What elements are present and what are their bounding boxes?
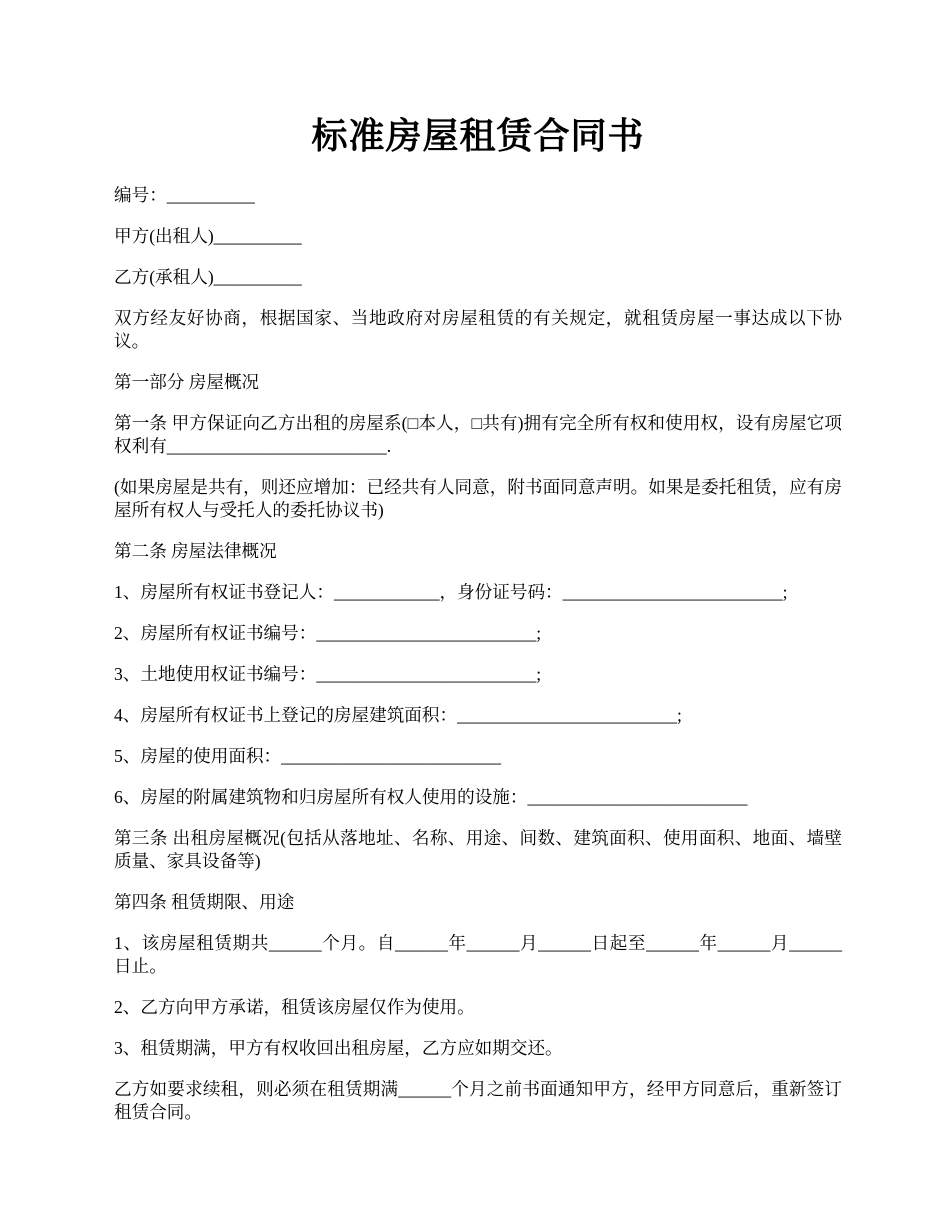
clause-usable-area: 5、房屋的使用面积：_________________________ [114,746,502,766]
clause-ownership-cert-number: 2、房屋所有权证书编号：_________________________; [114,623,542,643]
clause-renewal: 乙方如要求续租，则必须在租赁期满______个月之前书面通知甲方，经甲方同意后，重新签订租赁合同。 [114,1079,842,1122]
clause-lease-purpose: 2、乙方向甲方承诺，租赁该房屋仅作为使用。 [114,997,475,1017]
clause-ancillary-facilities: 6、房屋的附属建筑物和归房屋所有权人使用的设施：_________________________ [114,787,748,807]
article-three-paragraph: 第三条 出租房屋概况(包括从落地址、名称、用途、间数、建筑面积、使用面积、地面、墙壁质量、家具设备等) [114,828,842,871]
article-two-heading: 第二条 房屋法律概况 [114,541,277,561]
clause-building-area: 4、房屋所有权证书上登记的房屋建筑面积：_________________________; [114,705,682,725]
clause-owner-registration: 1、房屋所有权证书登记人：____________，身份证号码：_________________________; [114,582,788,602]
section-heading-part-one: 第一部分 房屋概况 [114,372,260,392]
article-four-heading: 第四条 租赁期限、用途 [114,892,295,912]
document-title: 标准房屋租赁合同书 [311,116,645,157]
party-a-line: 甲方(出租人)__________ [114,226,302,246]
party-b-line: 乙方(承租人)__________ [114,267,302,287]
clause-lease-term: 1、该房屋租赁期共______个月。自______年______月______日起至______年______月______日止。 [114,933,842,976]
contract-number-line: 编号：__________ [114,185,255,205]
co-ownership-note: (如果房屋是共有，则还应增加：已经共有人同意，附书面同意声明。如果是委托租赁，应有房屋所有权人与受托人的委托协议书) [114,477,842,520]
clause-lease-expiry: 3、租赁期满，甲方有权收回出租房屋，乙方应如期交还。 [114,1038,563,1058]
clause-land-cert-number: 3、土地使用权证书编号：_________________________; [114,664,542,684]
preamble-paragraph: 双方经友好协商，根据国家、当地政府对房屋租赁的有关规定，就租赁房屋一事达成以下协议。 [114,308,842,351]
article-one-paragraph: 第一条 甲方保证向乙方出租的房屋系(□本人，□共有)拥有完全所有权和使用权，设有房屋它项权利有_________________________. [114,413,842,456]
